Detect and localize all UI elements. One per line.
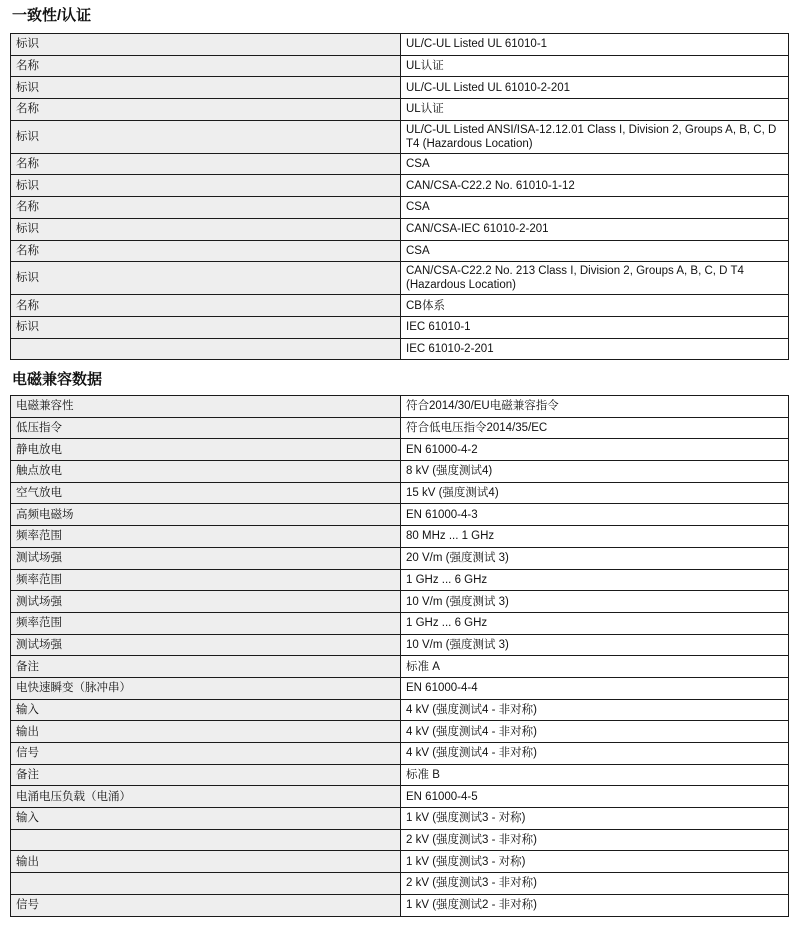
row-label: 标识 [11,218,401,240]
table-row [11,316,789,338]
row-label: 名称 [11,240,401,262]
row-label: 空气放电 [11,482,401,504]
table-row [11,656,789,678]
row-value: 80 MHz ... 1 GHz [401,526,789,548]
row-label [11,873,401,895]
table-row [11,569,789,591]
table-row [11,699,789,721]
row-value: 20 V/m (强度测试 3) [401,547,789,569]
row-value: 10 V/m (强度测试 3) [401,591,789,613]
table-row [11,77,789,99]
row-value: 4 kV (强度测试4 - 非对称) [401,743,789,765]
table-row [11,120,789,153]
row-label: 标识 [11,175,401,197]
row-value: CAN/CSA-IEC 61010-2-201 [401,218,789,240]
row-value: CSA [401,240,789,262]
row-label: 测试场强 [11,634,401,656]
row-label: 电快速瞬变（脉冲串） [11,677,401,699]
table-row [11,34,789,56]
row-value: CB体系 [401,295,789,317]
emc-table-body [11,396,789,917]
row-value: 10 V/m (强度测试 3) [401,634,789,656]
row-label: 名称 [11,153,401,175]
table-row [11,721,789,743]
row-value: 1 GHz ... 6 GHz [401,612,789,634]
table-row [11,175,789,197]
row-value: EN 61000-4-3 [401,504,789,526]
table-row [11,153,789,175]
row-label: 电涌电压负载（电涌） [11,786,401,808]
row-value: 符合低电压指令2014/35/EC [401,417,789,439]
row-label: 输入 [11,699,401,721]
row-value: 1 kV (强度测试3 - 对称) [401,808,789,830]
table-row [11,873,789,895]
row-value: UL/C-UL Listed UL 61010-1 [401,34,789,56]
row-label: 标识 [11,316,401,338]
table-row [11,743,789,765]
row-label: 标识 [11,77,401,99]
row-value: 符合2014/30/EU电磁兼容指令 [401,396,789,418]
table-row [11,677,789,699]
section-title-certification: 一致性/认证 [12,7,92,24]
row-label: 静电放电 [11,439,401,461]
row-value: CSA [401,153,789,175]
row-label: 备注 [11,656,401,678]
certification-table [10,33,789,360]
row-label: 低压指令 [11,417,401,439]
table-row [11,808,789,830]
row-value: 4 kV (强度测试4 - 非对称) [401,721,789,743]
row-value: 15 kV (强度测试4) [401,482,789,504]
certification-table-body [11,34,789,360]
row-label: 测试场强 [11,591,401,613]
row-value: 1 GHz ... 6 GHz [401,569,789,591]
row-value: UL/C-UL Listed ANSI/ISA-12.12.01 Class I, Division 2, Groups A, B, C, D T4 (Hazardous Location) [401,120,789,153]
row-label: 信号 [11,894,401,916]
table-row [11,504,789,526]
table-row [11,240,789,262]
table-row [11,482,789,504]
row-label [11,338,401,360]
table-row [11,851,789,873]
row-label: 信号 [11,743,401,765]
table-row [11,218,789,240]
table-row [11,591,789,613]
row-label: 高频电磁场 [11,504,401,526]
table-row [11,829,789,851]
table-row [11,295,789,317]
row-label: 备注 [11,764,401,786]
row-label: 频率范围 [11,612,401,634]
row-label: 输入 [11,808,401,830]
table-row [11,197,789,219]
table-row [11,55,789,77]
row-value: 8 kV (强度测试4) [401,461,789,483]
row-label: 频率范围 [11,526,401,548]
row-value: 1 kV (强度测试3 - 对称) [401,851,789,873]
table-row [11,764,789,786]
row-label: 标识 [11,120,401,153]
table-row [11,99,789,121]
row-label: 输出 [11,721,401,743]
table-row [11,526,789,548]
row-value: 1 kV (强度测试2 - 非对称) [401,894,789,916]
row-label: 名称 [11,99,401,121]
row-label: 标识 [11,262,401,295]
row-label: 触点放电 [11,461,401,483]
row-value: CSA [401,197,789,219]
row-label: 电磁兼容性 [11,396,401,418]
table-row [11,262,789,295]
row-value: CAN/CSA-C22.2 No. 61010-1-12 [401,175,789,197]
row-label [11,829,401,851]
emc-table [10,395,789,917]
table-row [11,894,789,916]
row-value: 4 kV (强度测试4 - 非对称) [401,699,789,721]
row-label: 名称 [11,295,401,317]
row-value: IEC 61010-2-201 [401,338,789,360]
row-value: 2 kV (强度测试3 - 非对称) [401,829,789,851]
row-value: UL/C-UL Listed UL 61010-2-201 [401,77,789,99]
row-label: 频率范围 [11,569,401,591]
table-row [11,338,789,360]
row-label: 名称 [11,197,401,219]
table-row [11,786,789,808]
row-value: 标准 A [401,656,789,678]
table-row [11,634,789,656]
table-row [11,612,789,634]
row-label: 名称 [11,55,401,77]
row-value: UL认证 [401,55,789,77]
row-label: 输出 [11,851,401,873]
section-title-emc: 电磁兼容数据 [12,371,103,388]
row-value: UL认证 [401,99,789,121]
row-value: EN 61000-4-2 [401,439,789,461]
table-row [11,547,789,569]
table-row [11,396,789,418]
table-row [11,439,789,461]
row-label: 标识 [11,34,401,56]
row-label: 测试场强 [11,547,401,569]
row-value: EN 61000-4-4 [401,677,789,699]
row-value: EN 61000-4-5 [401,786,789,808]
row-value: IEC 61010-1 [401,316,789,338]
row-value: 标准 B [401,764,789,786]
row-value: CAN/CSA-C22.2 No. 213 Class I, Division 2, Groups A, B, C, D T4 (Hazardous Location) [401,262,789,295]
table-row [11,417,789,439]
table-row [11,461,789,483]
row-value: 2 kV (强度测试3 - 非对称) [401,873,789,895]
